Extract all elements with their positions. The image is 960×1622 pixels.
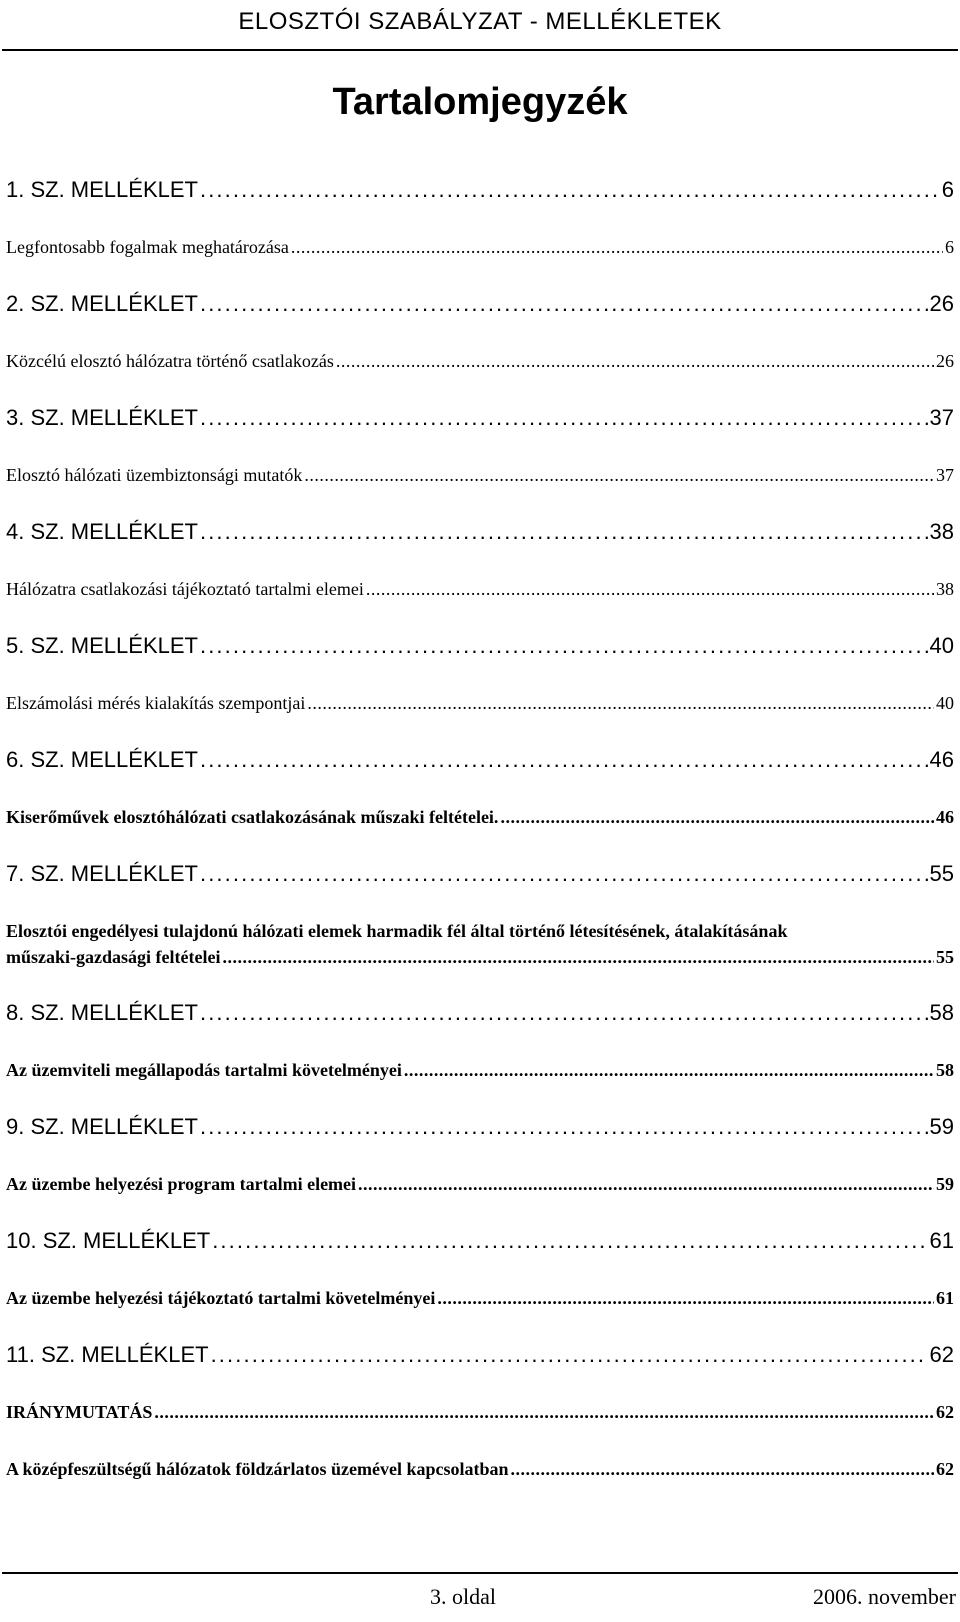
toc-entry-page: 61 (929, 1228, 954, 1253)
toc-entry-page: 37 (929, 405, 954, 430)
toc-entry-title: 10. SZ. MELLÉKLET (6, 1228, 211, 1253)
toc-entry-section[interactable] (6, 687, 954, 744)
toc-entry-title: 8. SZ. MELLÉKLET (6, 1000, 198, 1025)
toc-entry-page: 59 (929, 1114, 954, 1139)
toc-entry-title: Elszámolási mérés kialakítás szempontjai (6, 693, 306, 713)
toc-entry-line (6, 1116, 954, 1138)
toc-entry-annex[interactable] (6, 997, 954, 1054)
toc-entry-line (6, 580, 954, 598)
toc-entry-page: 55 (929, 861, 954, 886)
toc-entry-title: 7. SZ. MELLÉKLET (6, 861, 198, 886)
toc-entry-title-line1: Elosztói engedélyesi tulajdonú hálózati elemek harmadik fél által történő létesítésének, átalakításának (6, 921, 788, 941)
dot-leader (291, 238, 943, 256)
toc-entry-section[interactable] (6, 915, 954, 997)
toc-entry-line (6, 1230, 954, 1252)
document-header: ELOSZTÓI SZABÁLYZAT - MELLÉKLETEK (238, 8, 722, 35)
toc-entry-title: 4. SZ. MELLÉKLET (6, 519, 198, 544)
dot-leader (222, 948, 934, 966)
toc-entry-section[interactable] (6, 231, 954, 288)
dot-leader (200, 863, 928, 885)
toc-entry-page: 40 (936, 693, 954, 713)
toc-entry-title: 3. SZ. MELLÉKLET (6, 405, 198, 430)
dot-leader (500, 808, 934, 826)
toc-entry-title: IRÁNYMUTATÁS (6, 1402, 153, 1422)
toc-entry-page: 46 (929, 747, 954, 772)
toc-entry-line (6, 749, 954, 771)
dot-leader (211, 1344, 928, 1366)
dot-leader (200, 635, 928, 657)
toc-entry-annex[interactable] (6, 630, 954, 687)
dot-leader (437, 1289, 934, 1307)
toc-entry-page: 6 (941, 177, 954, 202)
toc-entry-page: 62 (936, 1459, 954, 1479)
toc-entry-section[interactable] (6, 573, 954, 630)
toc-entry-section[interactable] (6, 1453, 954, 1493)
dot-leader (200, 1002, 928, 1024)
table-of-contents (6, 174, 954, 1493)
dot-leader (510, 1460, 934, 1478)
toc-entry-line (6, 238, 954, 256)
toc-entry-line (6, 1289, 954, 1307)
toc-entry-title: 11. SZ. MELLÉKLET (6, 1342, 209, 1367)
dot-leader (336, 352, 934, 370)
dot-leader (200, 293, 928, 315)
toc-entry-annex[interactable] (6, 858, 954, 915)
dot-leader (304, 466, 934, 484)
toc-entry-line (6, 521, 954, 543)
toc-entry-line (6, 808, 954, 826)
dot-leader (200, 179, 940, 201)
toc-entry-page: 62 (929, 1342, 954, 1367)
toc-entry-annex[interactable] (6, 174, 954, 231)
toc-title: Tartalomjegyzék (332, 81, 628, 123)
toc-entry-annex[interactable] (6, 288, 954, 345)
dot-leader (212, 1230, 927, 1252)
toc-entry-line (6, 466, 954, 484)
toc-entry-line (6, 863, 954, 885)
toc-entry-page: 62 (936, 1402, 954, 1422)
toc-entry-page: 26 (936, 351, 954, 371)
dot-leader (154, 1403, 934, 1421)
header-rule (2, 49, 958, 51)
toc-entry-page: 58 (929, 1000, 954, 1025)
toc-entry-title: A középfeszültségű hálózatok földzárlatos üzemével kapcsolatban (6, 1459, 509, 1479)
toc-entry-page: 6 (945, 237, 954, 257)
toc-entry-page: 26 (929, 291, 954, 316)
toc-entry-line (6, 1175, 954, 1193)
toc-entry-page: 38 (936, 579, 954, 599)
toc-entry-line (6, 407, 954, 429)
toc-entry-page: 38 (929, 519, 954, 544)
toc-entry-section[interactable] (6, 1282, 954, 1339)
dot-leader (366, 580, 934, 598)
toc-entry-annex[interactable] (6, 1111, 954, 1168)
toc-entry-annex[interactable] (6, 1339, 954, 1396)
toc-entry-title: Legfontosabb fogalmak meghatározása (6, 237, 289, 257)
toc-entry-section[interactable] (6, 1396, 954, 1453)
toc-entry-page: 55 (936, 947, 954, 967)
dot-leader (358, 1175, 934, 1193)
toc-entry-line (6, 1061, 954, 1079)
toc-entry-title: 5. SZ. MELLÉKLET (6, 633, 198, 658)
toc-entry-title: műszaki-gazdasági feltételei (6, 947, 221, 967)
toc-entry-line (6, 1403, 954, 1421)
toc-entry-line (6, 1460, 954, 1478)
toc-entry-page: 46 (936, 807, 954, 827)
toc-entry-title: Elosztó hálózati üzembiztonsági mutatók (6, 465, 303, 485)
toc-entry-line (6, 1344, 954, 1366)
dot-leader (200, 1116, 928, 1138)
toc-entry-title: Az üzemviteli megállapodás tartalmi követelményei (6, 1060, 402, 1080)
toc-entry-title: Az üzembe helyezési tájékoztató tartalmi követelményei (6, 1288, 436, 1308)
toc-entry-line (6, 1002, 954, 1024)
dot-leader (404, 1061, 934, 1079)
toc-entry-section[interactable] (6, 459, 954, 516)
dot-leader (307, 694, 934, 712)
toc-entry-title: Hálózatra csatlakozási tájékoztató tartalmi elemei (6, 579, 364, 599)
toc-entry-title: Az üzembe helyezési program tartalmi elemei (6, 1174, 357, 1194)
toc-entry-annex[interactable] (6, 516, 954, 573)
dot-leader (200, 749, 928, 771)
footer-rule (2, 1572, 958, 1574)
toc-entry-section[interactable] (6, 345, 954, 402)
toc-entry-page: 58 (936, 1060, 954, 1080)
toc-entry-annex[interactable] (6, 1225, 954, 1282)
toc-entry-title: 9. SZ. MELLÉKLET (6, 1114, 198, 1139)
toc-entry-line (6, 948, 954, 966)
toc-entry-line (6, 694, 954, 712)
toc-entry-line (6, 635, 954, 657)
toc-entry-annex[interactable] (6, 402, 954, 459)
toc-entry-title: 1. SZ. MELLÉKLET (6, 177, 198, 202)
footer-date: 2006. november (813, 1584, 956, 1609)
toc-entry-page: 59 (936, 1174, 954, 1194)
footer-page-number: 3. oldal (430, 1584, 496, 1609)
toc-entry-title: Kiserőművek elosztóhálózati csatlakozásának műszaki feltételei. (6, 807, 499, 827)
toc-entry-title: Közcélú elosztó hálózatra történő csatlakozás (6, 351, 334, 371)
toc-entry-page: 61 (936, 1288, 954, 1308)
toc-entry-section[interactable] (6, 801, 954, 858)
toc-entry-section[interactable] (6, 1054, 954, 1111)
toc-entry-page: 37 (936, 465, 954, 485)
toc-entry-page: 40 (929, 633, 954, 658)
toc-entry-annex[interactable] (6, 744, 954, 801)
toc-entry-section[interactable] (6, 1168, 954, 1225)
toc-entry-line (6, 352, 954, 370)
toc-entry-line (6, 293, 954, 315)
dot-leader (200, 407, 928, 429)
toc-entry-title: 6. SZ. MELLÉKLET (6, 747, 198, 772)
toc-entry-title: 2. SZ. MELLÉKLET (6, 291, 198, 316)
toc-entry-line (6, 179, 954, 201)
dot-leader (200, 521, 928, 543)
